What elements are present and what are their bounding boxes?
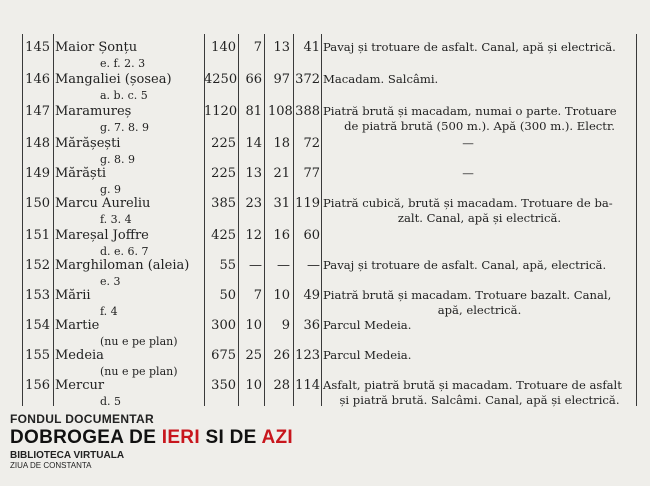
count-value: 26 [273, 348, 290, 363]
street-number: 152 [25, 258, 50, 273]
plan-reference: f. 4 [100, 305, 118, 318]
logo-line-4: ZIUA DE CONSTANTA [10, 461, 92, 470]
count-value: 13 [273, 40, 290, 55]
street-number: 150 [25, 196, 50, 211]
area-value: 77 [303, 166, 320, 181]
street-number: 156 [25, 378, 50, 393]
column-rule [636, 34, 637, 406]
street-number: 149 [25, 166, 50, 181]
plan-reference: a. b. c. 5 [100, 89, 148, 102]
street-description: Parcul Medeia. [323, 318, 412, 332]
length-value: 4250 [204, 72, 238, 87]
street-number: 151 [25, 228, 50, 243]
length-value: 350 [211, 378, 236, 393]
count-value: 18 [273, 136, 290, 151]
count-value: 16 [273, 228, 290, 243]
street-name: Maior Șonțu [55, 40, 138, 55]
plan-reference: e. 3 [100, 275, 121, 288]
plan-reference: f. 3. 4 [100, 213, 132, 226]
street-description: Piatră cubică, brută și macadam. Trotuare de ba- zalt. Canal, apă și electrică. [323, 196, 613, 225]
width-value: — [249, 258, 262, 273]
street-name: Mărăști [55, 166, 107, 181]
length-value: 675 [211, 348, 236, 363]
street-description: Piatră brută și macadam. Trotuare bazalt. Canal, apă, electrică. [323, 288, 612, 317]
street-name: Medeia [55, 348, 104, 363]
count-value: — [277, 258, 290, 273]
street-number: 146 [25, 72, 50, 87]
area-value: — [307, 258, 320, 273]
count-value: 21 [273, 166, 290, 181]
plan-reference: (nu e pe plan) [100, 365, 178, 378]
street-description: — [462, 166, 474, 180]
street-name: Mareșal Joffre [55, 228, 149, 243]
area-value: 123 [295, 348, 320, 363]
width-value: 7 [253, 288, 262, 303]
area-value: 388 [295, 104, 320, 119]
count-value: 97 [273, 72, 290, 87]
street-name: Mării [55, 288, 91, 303]
logo-line-2: DOBROGEA DE IERI SI DE AZI [10, 427, 293, 448]
length-value: 225 [211, 136, 236, 151]
length-value: 140 [211, 40, 236, 55]
street-number: 145 [25, 40, 50, 55]
width-value: 12 [245, 228, 262, 243]
length-value: 300 [211, 318, 236, 333]
length-value: 385 [211, 196, 236, 211]
area-value: 119 [295, 196, 320, 211]
street-name: Mercur [55, 378, 105, 393]
count-value: 108 [268, 104, 293, 119]
area-value: 41 [303, 40, 320, 55]
plan-reference: (nu e pe plan) [100, 335, 178, 348]
logo-line-1: FONDUL DOCUMENTAR [10, 412, 154, 426]
column-rule [264, 34, 265, 406]
street-name: Mărășești [55, 136, 121, 151]
length-value: 425 [211, 228, 236, 243]
street-name: Marghiloman (aleia) [55, 258, 190, 273]
width-value: 14 [245, 136, 262, 151]
width-value: 81 [245, 104, 262, 119]
width-value: 13 [245, 166, 262, 181]
width-value: 10 [245, 378, 262, 393]
area-value: 372 [295, 72, 320, 87]
length-value: 225 [211, 166, 236, 181]
width-value: 25 [245, 348, 262, 363]
width-value: 7 [253, 40, 262, 55]
width-value: 10 [245, 318, 262, 333]
street-description: Pavaj și trotuare de asfalt. Canal, apă, electrică. [323, 258, 607, 272]
street-name: Martie [55, 318, 100, 333]
archive-logo [10, 412, 293, 470]
street-name: Marcu Aureliu [55, 196, 151, 211]
street-description: Macadam. Salcâmi. [323, 72, 439, 86]
street-description: — [462, 136, 474, 150]
plan-reference: d. 5 [100, 395, 122, 408]
count-value: 10 [273, 288, 290, 303]
plan-reference: g. 8. 9 [100, 153, 136, 166]
street-name: Maramureș [55, 104, 132, 119]
street-description: Piatră brută și macadam, numai o parte. Trotuare de piatră brută (500 m.). Apă (300 m.). Electr. [323, 104, 617, 133]
area-value: 60 [303, 228, 320, 243]
column-rule [53, 34, 54, 406]
plan-reference: g. 7. 8. 9 [100, 121, 150, 134]
column-rule [321, 34, 322, 406]
plan-reference: g. 9 [100, 183, 122, 196]
street-number: 147 [25, 104, 50, 119]
plan-reference: e. f. 2. 3 [100, 57, 146, 70]
plan-reference: d. e. 6. 7 [100, 245, 149, 258]
street-description: Pavaj și trotuare de asfalt. Canal, apă și electrică. [323, 40, 616, 54]
street-number: 154 [25, 318, 50, 333]
area-value: 36 [303, 318, 320, 333]
count-value: 9 [281, 318, 290, 333]
street-number: 148 [25, 136, 50, 151]
street-number: 153 [25, 288, 50, 303]
area-value: 114 [295, 378, 320, 393]
street-name: Mangaliei (șosea) [55, 72, 172, 87]
count-value: 28 [273, 378, 290, 393]
street-number: 155 [25, 348, 50, 363]
column-rule [238, 34, 239, 406]
length-value: 55 [219, 258, 236, 273]
length-value: 50 [219, 288, 236, 303]
logo-line-3: BIBLIOTECA VIRTUALA [10, 450, 125, 461]
width-value: 66 [245, 72, 262, 87]
street-description: Parcul Medeia. [323, 348, 412, 362]
width-value: 23 [245, 196, 262, 211]
area-value: 72 [303, 136, 320, 151]
length-value: 1120 [204, 104, 238, 119]
area-value: 49 [303, 288, 320, 303]
count-value: 31 [273, 196, 290, 211]
street-description: Asfalt, piatră brută și macadam. Trotuare de asfalt și piatră brută. Salcâmi. Canal, apă și electrică. [323, 378, 622, 407]
